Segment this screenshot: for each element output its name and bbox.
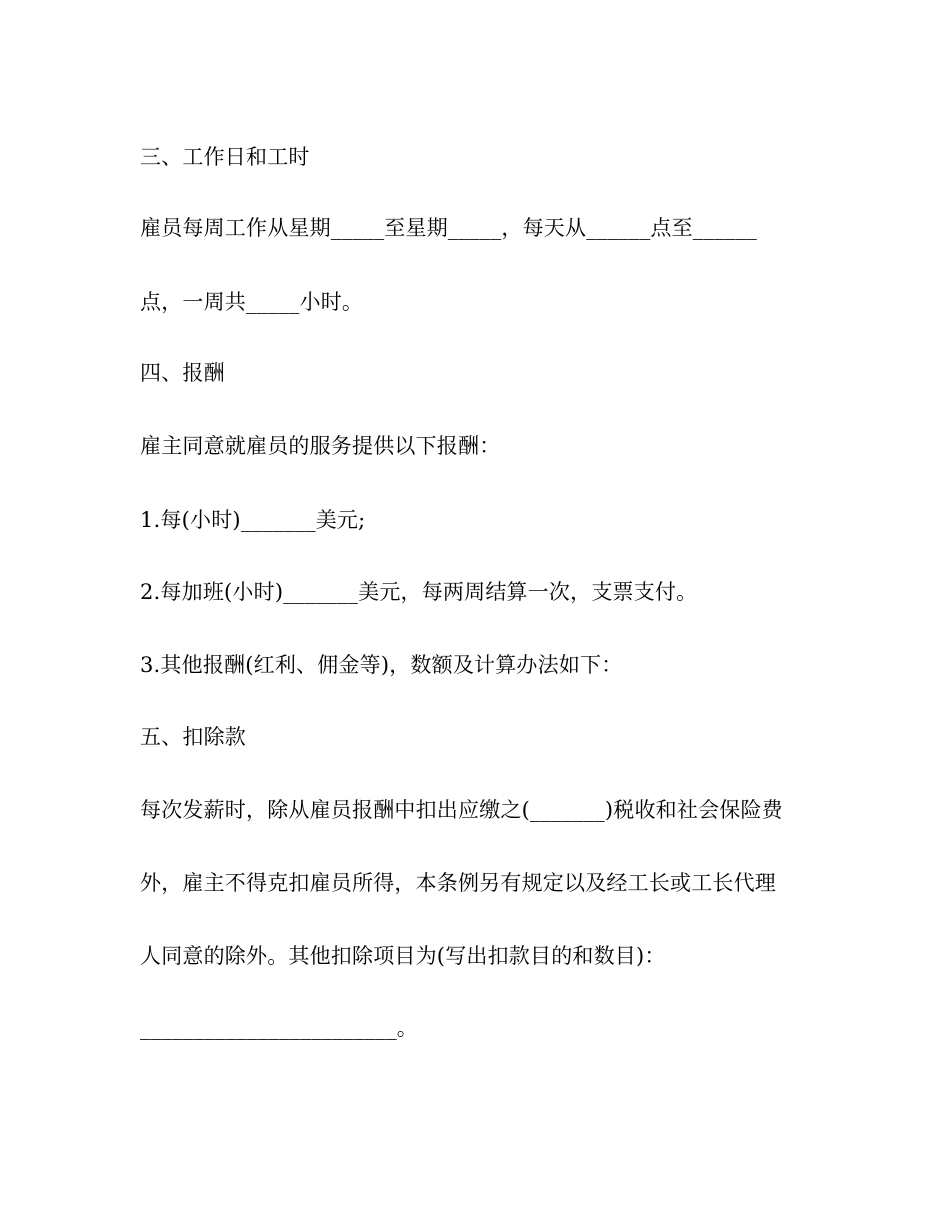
- paragraph-line: 雇主同意就雇员的服务提供以下报酬：: [140, 434, 501, 458]
- section-heading-compensation: 四、报酬: [140, 361, 225, 385]
- blank-fill-line: ________________________。: [140, 1016, 418, 1040]
- paragraph-line: 每次发薪时，除从雇员报酬中扣出应缴之(_______)税收和社会保险费: [140, 798, 783, 822]
- list-item: 3.其他报酬(红利、佣金等)，数额及计算办法如下：: [140, 653, 623, 677]
- paragraph-line: 点，一周共_____小时。: [140, 290, 364, 314]
- paragraph-line: 雇员每周工作从星期_____至星期_____，每天从______点至______: [140, 216, 757, 240]
- paragraph-line: 人同意的除外。其他扣除项目为(写出扣款目的和数目)：: [140, 944, 666, 968]
- section-heading-deductions: 五、扣除款: [140, 725, 246, 749]
- section-heading-work-hours: 三、工作日和工时: [140, 145, 310, 169]
- list-item: 1.每(小时)_______美元;: [140, 508, 366, 532]
- paragraph-line: 外，雇主不得克扣雇员所得，本条例另有规定以及经工长或工长代理: [140, 871, 776, 895]
- list-item: 2.每加班(小时)_______美元，每两周结算一次，支票支付。: [140, 580, 698, 604]
